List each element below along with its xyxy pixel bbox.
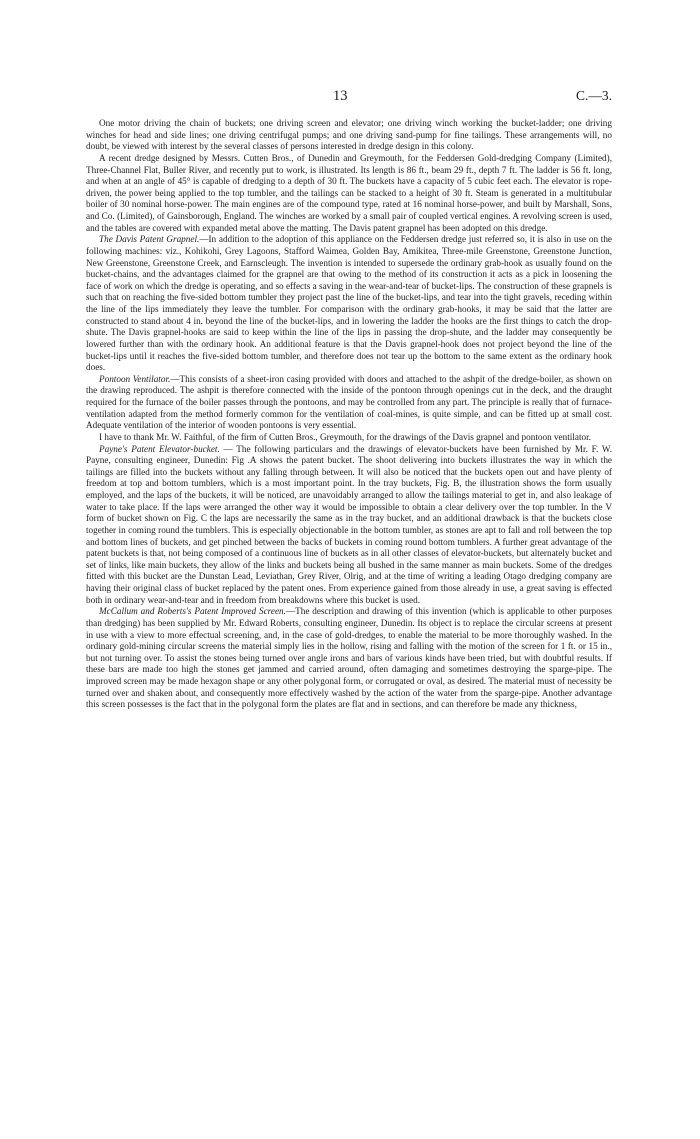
- paragraph-text: —The description and drawing of this invention (which is applicable to other purposes than dredging) has been supplied by Mr. Edward Roberts, consulting engineer, Dunedin. Its object is to replace the circular screens at present in use with a view to more effectual screening, and, in the case of gold-dredges, to enable the material to be more thoroughly washed. In the ordinary gold-mining circular screens the material simply lies in the hollow, rising and falling with the motion of the screen for 1 ft. or 15 in., but not turning over. To assist the stones being turned over angle irons and bars of various kinds have been tried, but with doubtful results. If these bars are made too high the stones get jammed and carried around, often damaging and sometimes destroying the sparge-pipe. The improved screen may be made hexagon shape or any other polygonal form, or corrugated or oval, as desired. The material must of necessity be turned over and shaken about, and consequently more effectively washed by the action of the water from the sparge-pipe. Another advantage this screen possesses is the fact that in the polygonal form the plates are flat and in sections, and can therefore be made any thickness,: [86, 606, 612, 710]
- section-heading-improved-screen: McCallum and Roberts's Patent Improved Screen.: [99, 606, 286, 617]
- paragraph-feddersen-dredge: [86, 153, 612, 234]
- page-header: [86, 88, 612, 104]
- section-heading-pontoon-ventilator: Pontoon Ventilator.: [99, 373, 171, 384]
- paragraph-pontoon-ventilator: [86, 374, 612, 432]
- paragraph-text: A recent dredge designed by Messrs. Cutten Bros., of Dunedin and Greymouth, for the Feddersen Gold-dredging Company (Limited), Three-Channel Flat, Buller River, and recently put to work, is illustrated. Its length is 86 ft., beam 29 ft., depth 7 ft. The ladder is 56 ft. long, and when at an angle of 45° is capable of dredging to a depth of 30 ft. The buckets have a capacity of 5 cubic feet each. The elevator is rope-driven, the power being applied to the top tumbler, and the tailings can be stacked to a height of 30 ft. Steam is generated in a multitubular boiler of 30 nominal horse-power. The main engines are of the compound type, rated at 16 nominal horse-power, and built by Marshall, Sons, and Co. (Limited), of Gainsborough, England. The winches are worked by a small pair of coupled vertical engines. A revolving screen is used, and the tables are covered with expanded metal above the matting. The Davis patent grapnel has been adopted on this dredge.: [86, 152, 612, 233]
- paragraph-text: I have to thank Mr. W. Faithful, of the firm of Cutten Bros., Greymouth, for the drawings of the Davis grapnel and pontoon ventilator.: [99, 431, 591, 442]
- paragraph-text: — The following particulars and the drawings of elevator-buckets have been furnished by Mr. F. W. Payne, consulting engineer, Dunedin: Fig .A shows the patent bucket. The shoot delivering into buckets illustrates the way in which the tailings are filled into the buckets without any falling through between. It will also be noticed that the buckets open out and have plenty of freedom at top and bottom tumblers, which is a most important point. In the tray buckets, Fig. B, the illustration shows the form usually employed, and the laps of the buckets, it will be noticed, are unavoidably arranged to allow the tailings material to get in, and also leakage of water to take place. If the laps were arranged the other way it would be impossible to obtain a clear delivery over the top tumbler. In the V form of bucket shown on Fig. C the laps are necessarily the same as in the tray bucket, and an additional drawback is that the buckets close together in coming round the tumblers. This is especially objectionable in the bottom tumbler, as stones are apt to fall and roll between the top and bottom lines of buckets, and get pinched between the backs of buckets in coming round bottom tumblers. A further great advantage of the patent buckets is that, not being composed of a continuous line of buckets as in all other classes of elevator-buckets, but alternately bucket and set of links, like main buckets, they allow of the links and buckets being all bushed in the same manner as main buckets. Some of the dredges fitted with this bucket are the Dunstan Lead, Leviathan, Grey River, Olrig, and at the time of writing a leading Otago dredging company are having their original class of bucket replaced by the patent ones. From experience gained from those already in use, a great saving is effected both in ordinary wear-and-tear and in freedom from breakdowns where this bucket is used.: [86, 443, 612, 605]
- paragraph-davis-grapnel: [86, 234, 612, 374]
- paragraph-acknowledgement: [86, 432, 612, 444]
- body-text: [86, 118, 612, 711]
- section-heading-davis-grapnel: The Davis Patent Grapnel.: [99, 234, 200, 245]
- paragraph-payne-bucket: [86, 444, 612, 607]
- paragraph-motors: [86, 118, 612, 153]
- document-reference: C.—3.: [575, 88, 612, 103]
- document-page: [86, 0, 612, 1139]
- paragraph-text: —This consists of a sheet-iron casing provided with doors and attached to the ashpit of the dredge-boiler, as shown on the drawing reproduced. The ashpit is therefore connected with the inside of the pontoon through openings cut in the deck, and the draught required for the furnace of the boiler passes through the pontoons, and may be controlled from any part. The principle is really that of furnace-ventilation adapted from the method formerly common for the ventilation of coal-mines, is quite simple, and can be fitted up at small cost. Adequate ventilation of the interior of wooden pontoons is very essential.: [86, 373, 612, 431]
- paragraph-improved-screen: [86, 606, 612, 711]
- section-heading-payne-bucket: Payne's Patent Elevator-bucket.: [99, 443, 220, 454]
- page-number: 13: [333, 88, 348, 104]
- paragraph-text: —In addition to the adoption of this appliance on the Feddersen dredge just referred so, it is also in use on the following machines: viz., Kohikohi, Grey Lagoons, Stafford Waimea, Golden Bay, Amikitea, Three-mile Greenstone, Greenstone Junction, New Greenstone, Greenstone Creek, and Earnscleugh. The invention is intended to supersede the ordinary grab-hook as usually found on the bucket-chains, and the advantages claimed for the grapnel are that owing to the method of its construction it acts as a pick in loosening the face of work on which the dredge is operating, and so effects a saving in the wear-and-tear of bucket-lips. The construction of these grapnels is such that on reaching the five-sided bottom tumbler they project past the line of the bucket-lips, and tear into the tight gravels, receding within the line of the lips immediately they leave the tumbler. For comparison with the ordinary grab-hooks, it may be said that the latter are constructed to stand about 4 in. beyond the line of the bucket-lips, and in lowering the ladder the hooks are the first things to catch the drop-shute. The Davis grapnel-hooks are said to keep within the line of the lips in passing the drop-shute, and the ladder may consequently be lowered further than with the ordinary hook. An additional feature is that the Davis grapnel-hook does not project beyond the line of the bucket-lips until it reaches the five-sided bottom tumbler, and therefore does not tear up the bottom to the same extent as the ordinary hook does.: [86, 234, 612, 373]
- paragraph-text: One motor driving the chain of buckets; one driving screen and elevator; one driving winch working the bucket-ladder; one driving winches for head and side lines; one driving centrifugal pumps; and one driving sand-pump for fine tailings. These arrangements will, no doubt, be viewed with interest by the several classes of persons interested in dredge design in this colony.: [86, 118, 612, 152]
